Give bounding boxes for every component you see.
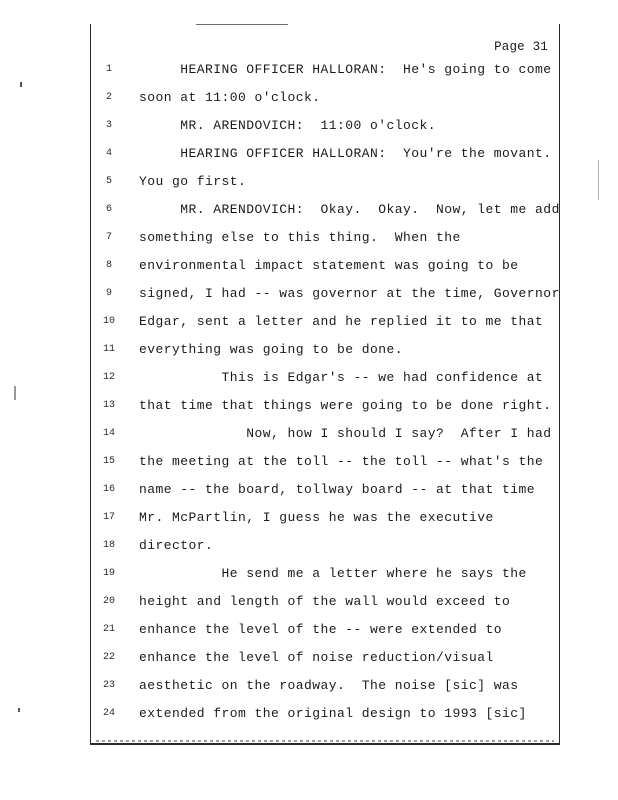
- scan-speck: [14, 386, 16, 400]
- line-number: 24: [102, 708, 115, 719]
- transcript-line: [92, 280, 560, 308]
- line-number: 17: [102, 512, 115, 523]
- scan-speck: [598, 160, 599, 200]
- scan-speck: [20, 82, 22, 87]
- line-text: that time that things were going to be done right.: [139, 398, 552, 413]
- line-number: 8: [105, 260, 112, 271]
- line-text: soon at 11:00 o'clock.: [139, 90, 321, 105]
- transcript-line: [92, 672, 557, 700]
- scan-speck: [18, 708, 20, 712]
- transcript-line: [92, 252, 557, 280]
- transcript-line: [92, 532, 557, 560]
- line-text: He send me a letter where he says the: [139, 566, 527, 581]
- line-text: Now, how I should I say? After I had: [139, 426, 552, 441]
- transcript-line: [92, 616, 557, 644]
- transcript-line: [92, 196, 560, 224]
- line-text: HEARING OFFICER HALLORAN: He's going to come: [139, 62, 552, 77]
- transcript-line: [92, 504, 557, 532]
- transcript-body: [92, 56, 560, 728]
- line-number: 10: [102, 316, 115, 327]
- transcript-line: [92, 476, 557, 504]
- line-number: 14: [102, 428, 115, 439]
- line-text: Mr. McPartlin, I guess he was the executive: [139, 510, 494, 525]
- transcript-line: [92, 336, 557, 364]
- line-number: 19: [102, 568, 115, 579]
- line-text: environmental impact statement was going to be: [139, 258, 519, 273]
- line-number: 21: [102, 624, 115, 635]
- line-number: 4: [105, 148, 112, 159]
- line-text: This is Edgar's -- we had confidence at: [139, 370, 544, 385]
- transcript-line: [92, 140, 557, 168]
- line-number: 2: [105, 92, 112, 103]
- line-number: 11: [102, 344, 115, 355]
- transcript-line: [92, 448, 557, 476]
- line-text: height and length of the wall would exceed to: [139, 594, 511, 609]
- scan-top-edge: [196, 24, 288, 25]
- line-number: 18: [102, 540, 115, 551]
- line-text: aesthetic on the roadway. The noise [sic] was: [139, 678, 519, 693]
- line-text: Edgar, sent a letter and he replied it to me that: [139, 314, 544, 329]
- line-text: extended from the original design to 1993 [sic]: [139, 706, 527, 721]
- line-number: 1: [105, 64, 112, 75]
- line-number: 7: [105, 232, 112, 243]
- line-number: 15: [102, 456, 115, 467]
- line-number: 9: [105, 288, 112, 299]
- line-text: MR. ARENDOVICH: Okay. Okay. Now, let me add: [139, 202, 560, 217]
- line-number: 6: [105, 204, 112, 215]
- transcript-line: [92, 56, 557, 84]
- page-number: Page 31: [494, 40, 548, 54]
- line-number: 23: [102, 680, 115, 691]
- transcript-line: [92, 560, 557, 588]
- transcript-line: [92, 308, 557, 336]
- transcript-line: [92, 420, 557, 448]
- line-text: You go first.: [139, 174, 247, 189]
- line-text: enhance the level of the -- were extended to: [139, 622, 503, 637]
- line-number: 3: [105, 120, 112, 131]
- transcript-line: [92, 84, 557, 112]
- transcript-line: [92, 700, 557, 728]
- line-text: something else to this thing. When the: [139, 230, 461, 245]
- line-text: HEARING OFFICER HALLORAN: You're the movant.: [139, 146, 552, 161]
- line-text: MR. ARENDOVICH: 11:00 o'clock.: [139, 118, 437, 133]
- line-number: 22: [102, 652, 115, 663]
- line-number: 13: [102, 400, 115, 411]
- scan-bottom-noise: [96, 740, 554, 742]
- line-number: 16: [102, 484, 115, 495]
- line-text: everything was going to be done.: [139, 342, 404, 357]
- line-text: name -- the board, tollway board -- at that time: [139, 482, 536, 497]
- transcript-line: [92, 392, 557, 420]
- transcript-line: [92, 364, 557, 392]
- line-text: signed, I had -- was governor at the time, Governor: [139, 286, 560, 301]
- transcript-line: [92, 168, 557, 196]
- line-text: the meeting at the toll -- the toll -- what's the: [139, 454, 544, 469]
- line-number: 12: [102, 372, 115, 383]
- line-number: 5: [105, 176, 112, 187]
- line-text: enhance the level of noise reduction/visual: [139, 650, 494, 665]
- line-number: 20: [102, 596, 115, 607]
- transcript-line: [92, 588, 557, 616]
- transcript-line: [92, 224, 557, 252]
- line-text: director.: [139, 538, 214, 553]
- transcript-line: [92, 112, 557, 140]
- transcript-line: [92, 644, 557, 672]
